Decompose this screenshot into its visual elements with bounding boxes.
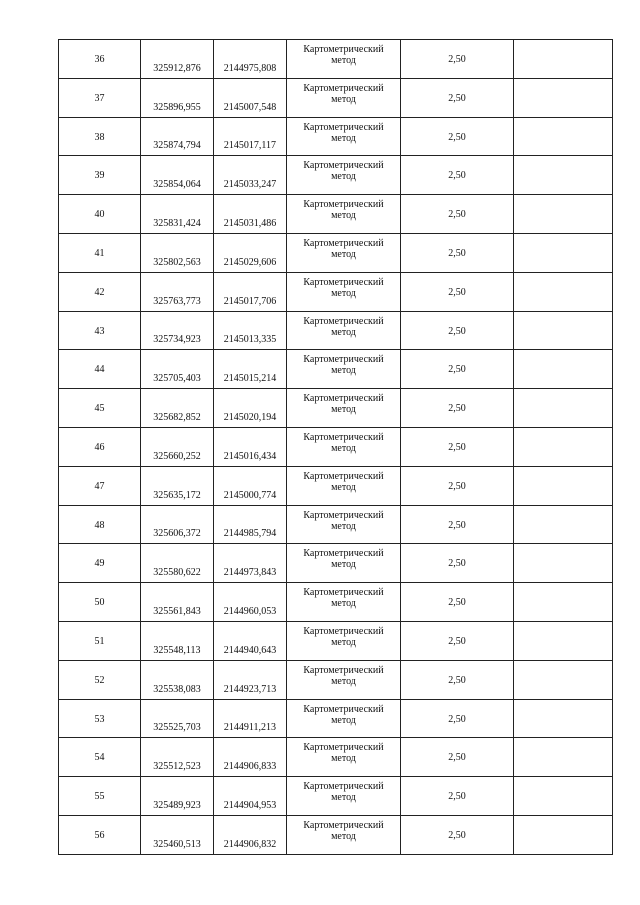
note-cell — [514, 621, 613, 660]
point-number-cell: 55 — [59, 777, 141, 816]
method-cell — [287, 621, 401, 660]
table-row — [59, 272, 613, 311]
method-line-2: метод — [331, 714, 356, 726]
y-coordinate-cell: 2145017,117 — [214, 117, 287, 156]
note-cell — [514, 427, 613, 466]
y-coordinate-cell: 2144911,213 — [214, 699, 287, 738]
table-row — [59, 40, 613, 79]
method-line-2: метод — [331, 559, 356, 571]
table-row — [59, 427, 613, 466]
y-coordinate-cell: 2144906,832 — [214, 815, 287, 854]
x-coordinate-cell: 325525,703 — [141, 699, 214, 738]
accuracy-cell: 2,50 — [401, 389, 514, 428]
method-cell — [287, 350, 401, 389]
y-coordinate-cell: 2145031,486 — [214, 195, 287, 234]
note-cell — [514, 78, 613, 117]
y-coordinate-cell: 2144973,843 — [214, 544, 287, 583]
accuracy-cell: 2,50 — [401, 621, 514, 660]
method-line-1: Картометрический — [303, 742, 384, 754]
x-coordinate-cell: 325660,252 — [141, 427, 214, 466]
accuracy-cell: 2,50 — [401, 583, 514, 622]
method-cell — [287, 738, 401, 777]
table-row — [59, 505, 613, 544]
method-line-1: Картометрический — [303, 781, 384, 793]
point-number-cell: 43 — [59, 311, 141, 350]
method-line-2: метод — [331, 830, 356, 842]
table-row — [59, 389, 613, 428]
accuracy-cell: 2,50 — [401, 78, 514, 117]
table-row — [59, 195, 613, 234]
x-coordinate-cell: 325874,794 — [141, 117, 214, 156]
y-coordinate-cell: 2145017,706 — [214, 272, 287, 311]
method-line-1: Картометрический — [303, 44, 384, 55]
accuracy-cell: 2,50 — [401, 660, 514, 699]
note-cell — [514, 777, 613, 816]
method-line-2: метод — [331, 792, 356, 804]
method-line-1: Картометрический — [303, 199, 384, 211]
note-cell — [514, 233, 613, 272]
method-line-2: метод — [331, 404, 356, 416]
method-line-2: метод — [331, 287, 356, 299]
method-line-1: Картометрический — [303, 354, 384, 366]
x-coordinate-cell: 325734,923 — [141, 311, 214, 350]
method-line-2: метод — [331, 365, 356, 377]
method-line-1: Картометрический — [303, 82, 384, 94]
x-coordinate-cell: 325548,113 — [141, 621, 214, 660]
table-row — [59, 660, 613, 699]
x-coordinate-cell: 325489,923 — [141, 777, 214, 816]
x-coordinate-cell: 325635,172 — [141, 466, 214, 505]
method-line-1: Картометрический — [303, 587, 384, 599]
accuracy-cell: 2,50 — [401, 195, 514, 234]
point-number-cell: 47 — [59, 466, 141, 505]
method-cell — [287, 583, 401, 622]
method-cell — [287, 78, 401, 117]
method-cell — [287, 272, 401, 311]
table-row — [59, 117, 613, 156]
table-row — [59, 738, 613, 777]
note-cell — [514, 272, 613, 311]
accuracy-cell: 2,50 — [401, 738, 514, 777]
method-cell — [287, 699, 401, 738]
accuracy-cell: 2,50 — [401, 777, 514, 816]
point-number-cell: 36 — [59, 40, 141, 79]
method-line-1: Картометрический — [303, 703, 384, 715]
table-row — [59, 583, 613, 622]
table-row — [59, 777, 613, 816]
accuracy-cell: 2,50 — [401, 466, 514, 505]
y-coordinate-cell: 2145013,335 — [214, 311, 287, 350]
y-coordinate-cell: 2145029,606 — [214, 233, 287, 272]
y-coordinate-cell: 2144904,953 — [214, 777, 287, 816]
note-cell — [514, 195, 613, 234]
method-cell — [287, 233, 401, 272]
note-cell — [514, 660, 613, 699]
y-coordinate-cell: 2145007,548 — [214, 78, 287, 117]
y-coordinate-cell: 2145033,247 — [214, 156, 287, 195]
method-cell — [287, 156, 401, 195]
point-number-cell: 42 — [59, 272, 141, 311]
x-coordinate-cell: 325802,563 — [141, 233, 214, 272]
point-number-cell: 46 — [59, 427, 141, 466]
note-cell — [514, 738, 613, 777]
method-line-2: метод — [331, 675, 356, 687]
point-number-cell: 48 — [59, 505, 141, 544]
y-coordinate-cell: 2144923,713 — [214, 660, 287, 699]
point-number-cell: 54 — [59, 738, 141, 777]
accuracy-cell: 2,50 — [401, 40, 514, 79]
method-cell — [287, 660, 401, 699]
x-coordinate-cell: 325682,852 — [141, 389, 214, 428]
accuracy-cell: 2,50 — [401, 311, 514, 350]
point-number-cell: 52 — [59, 660, 141, 699]
method-cell — [287, 505, 401, 544]
method-line-2: метод — [331, 93, 356, 105]
method-line-1: Картометрический — [303, 664, 384, 676]
method-line-1: Картометрический — [303, 470, 384, 482]
method-line-1: Картометрический — [303, 819, 384, 831]
note-cell — [514, 156, 613, 195]
method-line-1: Картометрический — [303, 121, 384, 133]
method-cell — [287, 117, 401, 156]
table-row — [59, 156, 613, 195]
y-coordinate-cell: 2144960,053 — [214, 583, 287, 622]
table-row — [59, 544, 613, 583]
accuracy-cell: 2,50 — [401, 699, 514, 738]
note-cell — [514, 544, 613, 583]
x-coordinate-cell: 325538,083 — [141, 660, 214, 699]
point-number-cell: 49 — [59, 544, 141, 583]
y-coordinate-cell: 2144985,794 — [214, 505, 287, 544]
method-line-2: метод — [331, 171, 356, 183]
note-cell — [514, 350, 613, 389]
point-number-cell: 37 — [59, 78, 141, 117]
x-coordinate-cell: 325580,622 — [141, 544, 214, 583]
coordinates-table — [58, 39, 613, 855]
method-line-2: метод — [331, 753, 356, 765]
y-coordinate-cell: 2144906,833 — [214, 738, 287, 777]
method-line-2: метод — [331, 132, 356, 144]
note-cell — [514, 311, 613, 350]
method-cell — [287, 427, 401, 466]
y-coordinate-cell: 2144940,643 — [214, 621, 287, 660]
method-line-1: Картометрический — [303, 509, 384, 521]
method-line-2: метод — [331, 248, 356, 260]
x-coordinate-cell: 325912,876 — [141, 40, 214, 79]
method-cell — [287, 311, 401, 350]
point-number-cell: 50 — [59, 583, 141, 622]
method-line-1: Картометрический — [303, 548, 384, 560]
method-cell — [287, 815, 401, 854]
method-line-2: метод — [331, 326, 356, 338]
x-coordinate-cell: 325896,955 — [141, 78, 214, 117]
accuracy-cell: 2,50 — [401, 156, 514, 195]
note-cell — [514, 40, 613, 79]
method-line-2: метод — [331, 55, 356, 66]
note-cell — [514, 815, 613, 854]
accuracy-cell: 2,50 — [401, 815, 514, 854]
table-row — [59, 233, 613, 272]
table-row — [59, 466, 613, 505]
method-cell — [287, 389, 401, 428]
x-coordinate-cell: 325460,513 — [141, 815, 214, 854]
point-number-cell: 51 — [59, 621, 141, 660]
method-line-2: метод — [331, 636, 356, 648]
method-line-1: Картометрический — [303, 160, 384, 172]
accuracy-cell: 2,50 — [401, 427, 514, 466]
method-cell — [287, 544, 401, 583]
y-coordinate-cell: 2145016,434 — [214, 427, 287, 466]
method-line-1: Картометрический — [303, 393, 384, 405]
method-line-2: метод — [331, 481, 356, 493]
method-cell — [287, 777, 401, 816]
y-coordinate-cell: 2145020,194 — [214, 389, 287, 428]
method-line-2: метод — [331, 442, 356, 454]
table-row — [59, 350, 613, 389]
x-coordinate-cell: 325606,372 — [141, 505, 214, 544]
method-line-2: метод — [331, 598, 356, 610]
method-cell — [287, 466, 401, 505]
coordinates-table-body — [59, 40, 613, 855]
point-number-cell: 56 — [59, 815, 141, 854]
point-number-cell: 39 — [59, 156, 141, 195]
method-cell — [287, 40, 401, 79]
point-number-cell: 53 — [59, 699, 141, 738]
point-number-cell: 41 — [59, 233, 141, 272]
accuracy-cell: 2,50 — [401, 272, 514, 311]
method-line-1: Картометрический — [303, 431, 384, 443]
table-row — [59, 311, 613, 350]
y-coordinate-cell: 2145015,214 — [214, 350, 287, 389]
y-coordinate-cell: 2144975,808 — [214, 40, 287, 79]
method-line-1: Картометрический — [303, 625, 384, 637]
point-number-cell: 38 — [59, 117, 141, 156]
x-coordinate-cell: 325854,064 — [141, 156, 214, 195]
method-line-1: Картометрический — [303, 276, 384, 288]
method-line-1: Картометрический — [303, 237, 384, 249]
method-line-2: метод — [331, 210, 356, 222]
point-number-cell: 44 — [59, 350, 141, 389]
x-coordinate-cell: 325561,843 — [141, 583, 214, 622]
x-coordinate-cell: 325705,403 — [141, 350, 214, 389]
note-cell — [514, 389, 613, 428]
method-line-1: Картометрический — [303, 315, 384, 327]
point-number-cell: 40 — [59, 195, 141, 234]
note-cell — [514, 699, 613, 738]
y-coordinate-cell: 2145000,774 — [214, 466, 287, 505]
table-row — [59, 621, 613, 660]
point-number-cell: 45 — [59, 389, 141, 428]
accuracy-cell: 2,50 — [401, 233, 514, 272]
accuracy-cell: 2,50 — [401, 350, 514, 389]
note-cell — [514, 466, 613, 505]
x-coordinate-cell: 325831,424 — [141, 195, 214, 234]
method-line-2: метод — [331, 520, 356, 532]
note-cell — [514, 583, 613, 622]
x-coordinate-cell: 325512,523 — [141, 738, 214, 777]
table-row — [59, 78, 613, 117]
accuracy-cell: 2,50 — [401, 505, 514, 544]
table-row — [59, 815, 613, 854]
note-cell — [514, 505, 613, 544]
accuracy-cell: 2,50 — [401, 117, 514, 156]
method-cell — [287, 195, 401, 234]
x-coordinate-cell: 325763,773 — [141, 272, 214, 311]
accuracy-cell: 2,50 — [401, 544, 514, 583]
note-cell — [514, 117, 613, 156]
table-row — [59, 699, 613, 738]
